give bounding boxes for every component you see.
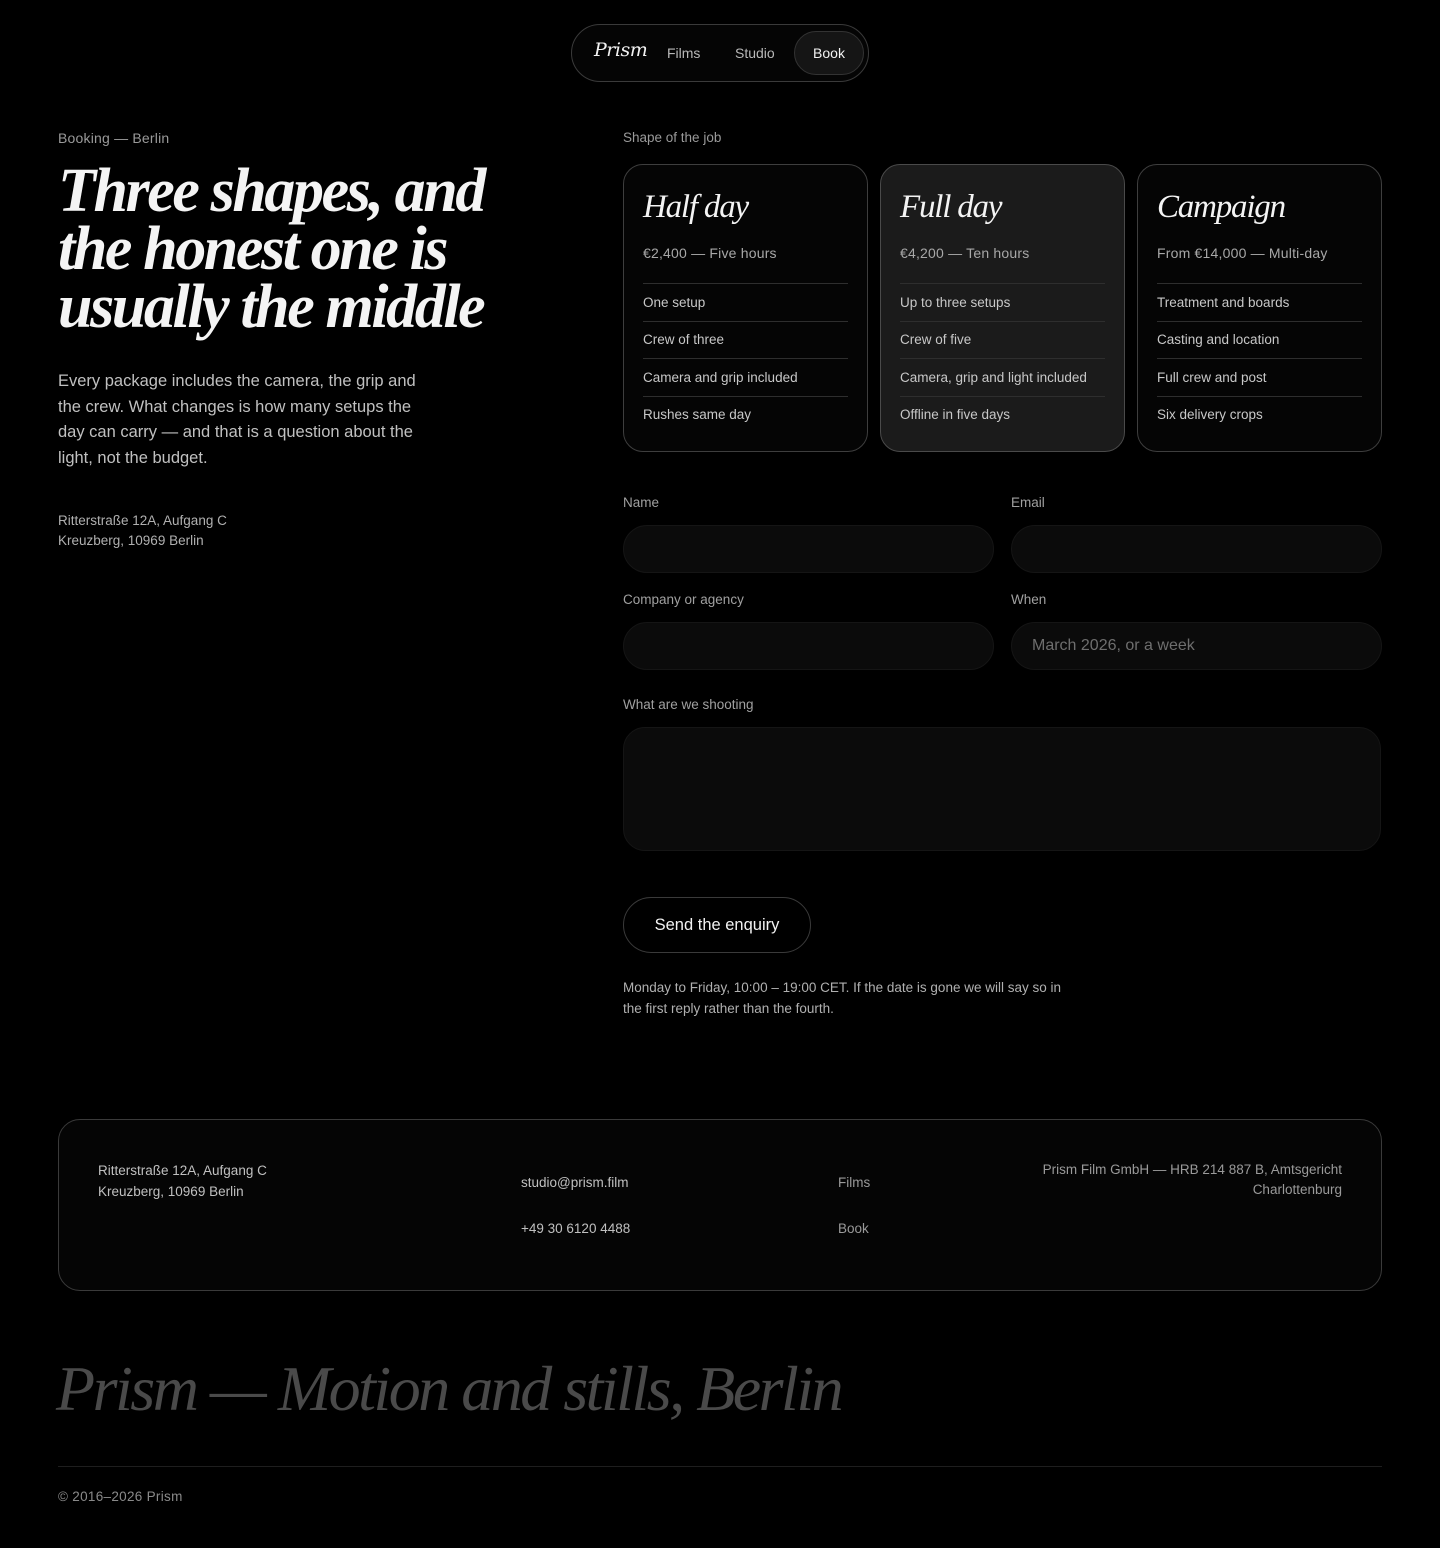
plan-name: Campaign bbox=[1157, 189, 1285, 225]
plan-feature: Up to three setups bbox=[900, 283, 1105, 321]
footer-card bbox=[58, 1119, 1382, 1291]
plan-price: €4,200 — Ten hours bbox=[900, 245, 1030, 261]
footer-legal: Prism Film GmbH — HRB 214 887 B, Amtsgericht Charlottenburg bbox=[1042, 1162, 1342, 1197]
address-line-2: Kreuzberg, 10969 Berlin bbox=[58, 533, 204, 548]
footer-divider bbox=[58, 1466, 1382, 1467]
hours-note: Monday to Friday, 10:00 – 19:00 CET. If the date is gone we will say so in the first reply rather than the fourth. bbox=[623, 980, 1061, 1016]
plan-price: €2,400 — Five hours bbox=[643, 245, 777, 261]
plan-feature: Full crew and post bbox=[1157, 358, 1362, 396]
name-input[interactable] bbox=[623, 525, 994, 573]
address-line-1: Ritterstraße 12A, Aufgang C bbox=[58, 513, 227, 528]
plan-feature: Offline in five days bbox=[900, 396, 1105, 434]
plan-name: Full day bbox=[900, 189, 1002, 225]
plan-feature: Camera, grip and light included bbox=[900, 358, 1105, 396]
page-title-line-2: the honest one is bbox=[58, 215, 447, 283]
page-title bbox=[58, 157, 528, 341]
plan-feature: Casting and location bbox=[1157, 321, 1362, 359]
footer-email-link[interactable]: studio@prism.film bbox=[521, 1175, 629, 1190]
plan-feature: Crew of five bbox=[900, 321, 1105, 359]
name-label: Name bbox=[623, 495, 660, 510]
company-input[interactable] bbox=[623, 622, 994, 670]
plan-feature: Crew of three bbox=[643, 321, 848, 359]
plan-card-full-day[interactable] bbox=[880, 164, 1125, 452]
plan-features bbox=[900, 283, 1105, 433]
message-textarea[interactable] bbox=[623, 727, 1381, 851]
top-nav bbox=[571, 24, 869, 82]
copyright: © 2016–2026 Prism bbox=[58, 1489, 183, 1504]
page-title-line-1: Three shapes, and bbox=[58, 157, 484, 225]
nav-logo[interactable]: Prism bbox=[594, 39, 648, 61]
plans-label: Shape of the job bbox=[623, 130, 722, 145]
nav-link-book[interactable]: Book bbox=[794, 31, 864, 75]
page-eyebrow: Booking — Berlin bbox=[58, 130, 170, 146]
footer-phone-link[interactable]: +49 30 6120 4488 bbox=[521, 1221, 631, 1236]
when-label: When bbox=[1011, 592, 1047, 607]
footer-tagline: Prism — Motion and stills, Berlin bbox=[56, 1353, 842, 1424]
plan-feature: Six delivery crops bbox=[1157, 396, 1362, 434]
plan-card-campaign[interactable] bbox=[1137, 164, 1382, 452]
footer-address-line-2: Kreuzberg, 10969 Berlin bbox=[98, 1184, 244, 1199]
footer-address bbox=[98, 1160, 267, 1202]
plan-feature: Rushes same day bbox=[643, 396, 848, 434]
send-enquiry-button[interactable]: Send the enquiry bbox=[623, 897, 811, 953]
plan-feature: One setup bbox=[643, 283, 848, 321]
nav-link-films[interactable]: Films bbox=[667, 45, 701, 61]
plan-price: From €14,000 — Multi-day bbox=[1157, 245, 1328, 261]
footer-link-films[interactable]: Films bbox=[838, 1175, 871, 1190]
intro-paragraph: Every package includes the camera, the grip and the crew. What changes is how many setups the day can carry — and that is a question about the light, not the budget. bbox=[58, 372, 416, 467]
company-label: Company or agency bbox=[623, 592, 744, 607]
plan-card-half-day[interactable] bbox=[623, 164, 868, 452]
footer-link-book[interactable]: Book bbox=[838, 1221, 869, 1236]
plan-name: Half day bbox=[643, 189, 748, 225]
message-label: What are we shooting bbox=[623, 697, 754, 712]
when-input[interactable] bbox=[1011, 622, 1382, 670]
plan-features bbox=[643, 283, 848, 433]
plan-feature: Camera and grip included bbox=[643, 358, 848, 396]
studio-address bbox=[58, 511, 227, 551]
page-title-line-3: usually the middle bbox=[58, 273, 484, 341]
email-input[interactable] bbox=[1011, 525, 1382, 573]
nav-link-studio[interactable]: Studio bbox=[735, 45, 775, 61]
plan-feature: Treatment and boards bbox=[1157, 283, 1362, 321]
plan-features bbox=[1157, 283, 1362, 433]
email-label: Email bbox=[1011, 495, 1045, 510]
footer-address-line-1: Ritterstraße 12A, Aufgang C bbox=[98, 1163, 267, 1178]
